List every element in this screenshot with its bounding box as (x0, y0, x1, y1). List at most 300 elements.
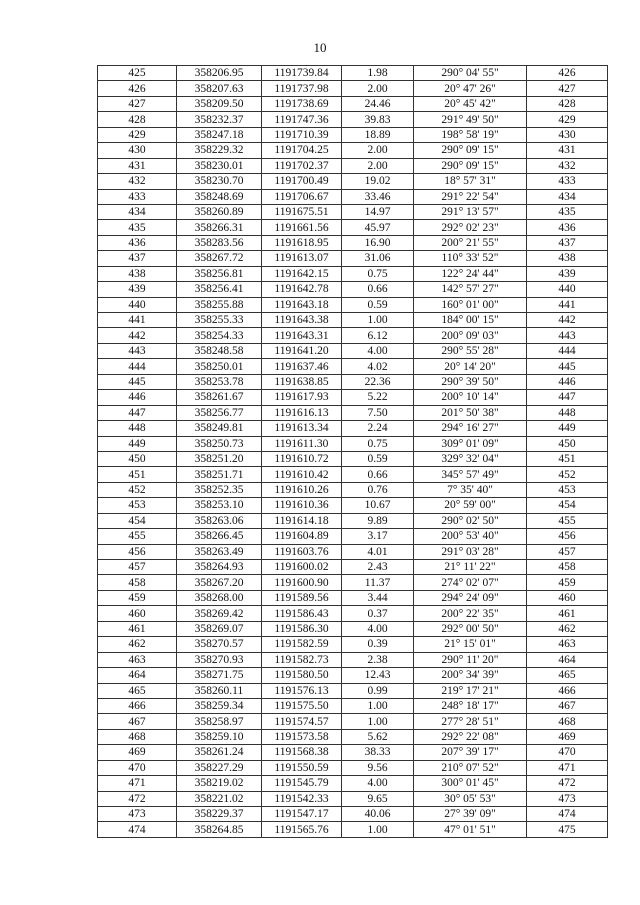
x-coordinate-cell: 358252.35 (177, 482, 262, 497)
x-coordinate-cell: 358267.72 (177, 251, 262, 266)
table-row (98, 822, 608, 837)
next-point-number-cell: 461 (527, 606, 608, 621)
point-number-cell: 454 (98, 513, 177, 528)
next-point-number-cell: 462 (527, 621, 608, 636)
x-coordinate-cell: 358283.56 (177, 235, 262, 250)
table-row (98, 637, 608, 652)
table-row (98, 266, 608, 281)
distance-cell: 2.00 (342, 81, 414, 96)
x-coordinate-cell: 358221.02 (177, 791, 262, 806)
bearing-cell: 300° 01' 45" (414, 776, 527, 791)
x-coordinate-cell: 358229.37 (177, 807, 262, 822)
next-point-number-cell: 469 (527, 729, 608, 744)
x-coordinate-cell: 358255.88 (177, 297, 262, 312)
distance-cell: 0.76 (342, 482, 414, 497)
next-point-number-cell: 453 (527, 482, 608, 497)
table-row (98, 297, 608, 312)
x-coordinate-cell: 358271.75 (177, 668, 262, 683)
x-coordinate-cell: 358263.49 (177, 544, 262, 559)
x-coordinate-cell: 358207.63 (177, 81, 262, 96)
x-coordinate-cell: 358254.33 (177, 328, 262, 343)
next-point-number-cell: 451 (527, 451, 608, 466)
point-number-cell: 432 (98, 174, 177, 189)
distance-cell: 1.98 (342, 66, 414, 81)
bearing-cell: 291° 13' 57" (414, 204, 527, 219)
next-point-number-cell: 456 (527, 529, 608, 544)
table-body (98, 66, 608, 838)
table-row (98, 405, 608, 420)
distance-cell: 2.24 (342, 421, 414, 436)
point-number-cell: 453 (98, 498, 177, 513)
distance-cell: 9.56 (342, 760, 414, 775)
distance-cell: 0.66 (342, 467, 414, 482)
y-coordinate-cell: 1191641.20 (262, 343, 342, 358)
table-row (98, 776, 608, 791)
bearing-cell: 210° 07' 52" (414, 760, 527, 775)
bearing-cell: 20° 14' 20" (414, 359, 527, 374)
bearing-cell: 345° 57' 49" (414, 467, 527, 482)
point-number-cell: 442 (98, 328, 177, 343)
y-coordinate-cell: 1191706.67 (262, 189, 342, 204)
distance-cell: 2.00 (342, 143, 414, 158)
y-coordinate-cell: 1191574.57 (262, 714, 342, 729)
table-row (98, 127, 608, 142)
distance-cell: 3.17 (342, 529, 414, 544)
table-row (98, 652, 608, 667)
bearing-cell: 329° 32' 04" (414, 451, 527, 466)
y-coordinate-cell: 1191638.85 (262, 374, 342, 389)
next-point-number-cell: 468 (527, 714, 608, 729)
y-coordinate-cell: 1191589.56 (262, 590, 342, 605)
distance-cell: 0.75 (342, 436, 414, 451)
next-point-number-cell: 430 (527, 127, 608, 142)
x-coordinate-cell: 358253.78 (177, 374, 262, 389)
distance-cell: 0.66 (342, 282, 414, 297)
x-coordinate-cell: 358219.02 (177, 776, 262, 791)
bearing-cell: 200° 34' 39" (414, 668, 527, 683)
bearing-cell: 291° 49' 50" (414, 112, 527, 127)
bearing-cell: 291° 03' 28" (414, 544, 527, 559)
bearing-cell: 20° 47' 26" (414, 81, 527, 96)
y-coordinate-cell: 1191576.13 (262, 683, 342, 698)
next-point-number-cell: 428 (527, 96, 608, 111)
distance-cell: 10.67 (342, 498, 414, 513)
x-coordinate-cell: 358260.11 (177, 683, 262, 698)
x-coordinate-cell: 358266.31 (177, 220, 262, 235)
x-coordinate-cell: 358230.70 (177, 174, 262, 189)
table-row (98, 174, 608, 189)
x-coordinate-cell: 358268.00 (177, 590, 262, 605)
point-number-cell: 435 (98, 220, 177, 235)
y-coordinate-cell: 1191586.30 (262, 621, 342, 636)
x-coordinate-cell: 358259.34 (177, 698, 262, 713)
table-row (98, 359, 608, 374)
next-point-number-cell: 458 (527, 560, 608, 575)
x-coordinate-cell: 358259.10 (177, 729, 262, 744)
distance-cell: 5.22 (342, 390, 414, 405)
point-number-cell: 448 (98, 421, 177, 436)
x-coordinate-cell: 358267.20 (177, 575, 262, 590)
x-coordinate-cell: 358264.85 (177, 822, 262, 837)
point-number-cell: 451 (98, 467, 177, 482)
table-row (98, 313, 608, 328)
bearing-cell: 21° 15' 01" (414, 637, 527, 652)
next-point-number-cell: 441 (527, 297, 608, 312)
bearing-cell: 290° 09' 15" (414, 143, 527, 158)
next-point-number-cell: 439 (527, 266, 608, 281)
next-point-number-cell: 470 (527, 745, 608, 760)
x-coordinate-cell: 358261.67 (177, 390, 262, 405)
next-point-number-cell: 440 (527, 282, 608, 297)
y-coordinate-cell: 1191573.58 (262, 729, 342, 744)
next-point-number-cell: 435 (527, 204, 608, 219)
bearing-cell: 290° 55' 28" (414, 343, 527, 358)
bearing-cell: 277° 28' 51" (414, 714, 527, 729)
next-point-number-cell: 437 (527, 235, 608, 250)
distance-cell: 3.44 (342, 590, 414, 605)
distance-cell: 18.89 (342, 127, 414, 142)
y-coordinate-cell: 1191704.25 (262, 143, 342, 158)
table-row (98, 451, 608, 466)
point-number-cell: 447 (98, 405, 177, 420)
y-coordinate-cell: 1191603.76 (262, 544, 342, 559)
bearing-cell: 292° 02' 23" (414, 220, 527, 235)
table-row (98, 343, 608, 358)
distance-cell: 5.62 (342, 729, 414, 744)
y-coordinate-cell: 1191613.34 (262, 421, 342, 436)
point-number-cell: 446 (98, 390, 177, 405)
point-number-cell: 431 (98, 158, 177, 173)
distance-cell: 2.00 (342, 158, 414, 173)
distance-cell: 0.75 (342, 266, 414, 281)
x-coordinate-cell: 358230.01 (177, 158, 262, 173)
point-number-cell: 440 (98, 297, 177, 312)
y-coordinate-cell: 1191610.72 (262, 451, 342, 466)
y-coordinate-cell: 1191661.56 (262, 220, 342, 235)
y-coordinate-cell: 1191737.98 (262, 81, 342, 96)
x-coordinate-cell: 358269.07 (177, 621, 262, 636)
next-point-number-cell: 445 (527, 359, 608, 374)
distance-cell: 31.06 (342, 251, 414, 266)
bearing-cell: 207° 39' 17" (414, 745, 527, 760)
x-coordinate-cell: 358250.73 (177, 436, 262, 451)
point-number-cell: 473 (98, 807, 177, 822)
y-coordinate-cell: 1191604.89 (262, 529, 342, 544)
point-number-cell: 429 (98, 127, 177, 142)
next-point-number-cell: 434 (527, 189, 608, 204)
next-point-number-cell: 463 (527, 637, 608, 652)
point-number-cell: 452 (98, 482, 177, 497)
x-coordinate-cell: 358261.24 (177, 745, 262, 760)
next-point-number-cell: 474 (527, 807, 608, 822)
y-coordinate-cell: 1191550.59 (262, 760, 342, 775)
table-row (98, 143, 608, 158)
next-point-number-cell: 446 (527, 374, 608, 389)
point-number-cell: 459 (98, 590, 177, 605)
next-point-number-cell: 443 (527, 328, 608, 343)
point-number-cell: 470 (98, 760, 177, 775)
next-point-number-cell: 426 (527, 66, 608, 81)
y-coordinate-cell: 1191610.36 (262, 498, 342, 513)
y-coordinate-cell: 1191565.76 (262, 822, 342, 837)
point-number-cell: 450 (98, 451, 177, 466)
table-row (98, 560, 608, 575)
point-number-cell: 445 (98, 374, 177, 389)
distance-cell: 4.00 (342, 621, 414, 636)
table-row (98, 590, 608, 605)
next-point-number-cell: 431 (527, 143, 608, 158)
y-coordinate-cell: 1191700.49 (262, 174, 342, 189)
table-row (98, 529, 608, 544)
distance-cell: 0.37 (342, 606, 414, 621)
point-number-cell: 468 (98, 729, 177, 744)
table-row (98, 498, 608, 513)
table-row (98, 544, 608, 559)
table-row (98, 467, 608, 482)
bearing-cell: 184° 00' 15" (414, 313, 527, 328)
x-coordinate-cell: 358256.81 (177, 266, 262, 281)
table-row (98, 606, 608, 621)
point-number-cell: 439 (98, 282, 177, 297)
x-coordinate-cell: 358256.41 (177, 282, 262, 297)
next-point-number-cell: 427 (527, 81, 608, 96)
x-coordinate-cell: 358270.93 (177, 652, 262, 667)
y-coordinate-cell: 1191642.78 (262, 282, 342, 297)
point-number-cell: 458 (98, 575, 177, 590)
next-point-number-cell: 450 (527, 436, 608, 451)
x-coordinate-cell: 358255.33 (177, 313, 262, 328)
next-point-number-cell: 432 (527, 158, 608, 173)
y-coordinate-cell: 1191739.84 (262, 66, 342, 81)
distance-cell: 9.89 (342, 513, 414, 528)
next-point-number-cell: 438 (527, 251, 608, 266)
point-number-cell: 469 (98, 745, 177, 760)
y-coordinate-cell: 1191637.46 (262, 359, 342, 374)
distance-cell: 6.12 (342, 328, 414, 343)
bearing-cell: 290° 02' 50" (414, 513, 527, 528)
point-number-cell: 471 (98, 776, 177, 791)
next-point-number-cell: 460 (527, 590, 608, 605)
bearing-cell: 27° 39' 09" (414, 807, 527, 822)
y-coordinate-cell: 1191613.07 (262, 251, 342, 266)
y-coordinate-cell: 1191580.50 (262, 668, 342, 683)
y-coordinate-cell: 1191547.17 (262, 807, 342, 822)
point-number-cell: 433 (98, 189, 177, 204)
distance-cell: 1.00 (342, 822, 414, 837)
point-number-cell: 465 (98, 683, 177, 698)
distance-cell: 1.00 (342, 698, 414, 713)
point-number-cell: 474 (98, 822, 177, 837)
next-point-number-cell: 459 (527, 575, 608, 590)
bearing-cell: 290° 11' 20" (414, 652, 527, 667)
y-coordinate-cell: 1191702.37 (262, 158, 342, 173)
y-coordinate-cell: 1191643.31 (262, 328, 342, 343)
y-coordinate-cell: 1191643.38 (262, 313, 342, 328)
table-row (98, 668, 608, 683)
point-number-cell: 472 (98, 791, 177, 806)
next-point-number-cell: 475 (527, 822, 608, 837)
y-coordinate-cell: 1191582.59 (262, 637, 342, 652)
table-row (98, 189, 608, 204)
table-row (98, 621, 608, 636)
bearing-cell: 200° 22' 35" (414, 606, 527, 621)
distance-cell: 45.97 (342, 220, 414, 235)
bearing-cell: 200° 09' 03" (414, 328, 527, 343)
point-number-cell: 428 (98, 112, 177, 127)
next-point-number-cell: 444 (527, 343, 608, 358)
table-row (98, 328, 608, 343)
table-row (98, 390, 608, 405)
y-coordinate-cell: 1191643.18 (262, 297, 342, 312)
bearing-cell: 110° 33' 52" (414, 251, 527, 266)
x-coordinate-cell: 358253.10 (177, 498, 262, 513)
distance-cell: 33.46 (342, 189, 414, 204)
distance-cell: 38.33 (342, 745, 414, 760)
table-row (98, 81, 608, 96)
distance-cell: 0.39 (342, 637, 414, 652)
point-number-cell: 437 (98, 251, 177, 266)
y-coordinate-cell: 1191675.51 (262, 204, 342, 219)
table-row (98, 513, 608, 528)
bearing-cell: 291° 22' 54" (414, 189, 527, 204)
point-number-cell: 461 (98, 621, 177, 636)
table-row (98, 112, 608, 127)
table-row (98, 791, 608, 806)
y-coordinate-cell: 1191582.73 (262, 652, 342, 667)
distance-cell: 16.90 (342, 235, 414, 250)
next-point-number-cell: 465 (527, 668, 608, 683)
distance-cell: 19.02 (342, 174, 414, 189)
distance-cell: 12.43 (342, 668, 414, 683)
table-row (98, 204, 608, 219)
point-number-cell: 441 (98, 313, 177, 328)
distance-cell: 4.02 (342, 359, 414, 374)
table-row (98, 745, 608, 760)
bearing-cell: 142° 57' 27" (414, 282, 527, 297)
next-point-number-cell: 442 (527, 313, 608, 328)
x-coordinate-cell: 358248.58 (177, 343, 262, 358)
bearing-cell: 7° 35' 40" (414, 482, 527, 497)
bearing-cell: 20° 59' 00" (414, 498, 527, 513)
distance-cell: 2.43 (342, 560, 414, 575)
y-coordinate-cell: 1191586.43 (262, 606, 342, 621)
y-coordinate-cell: 1191617.93 (262, 390, 342, 405)
y-coordinate-cell: 1191738.69 (262, 96, 342, 111)
bearing-cell: 219° 17' 21" (414, 683, 527, 698)
distance-cell: 39.83 (342, 112, 414, 127)
table-row (98, 683, 608, 698)
bearing-cell: 290° 04' 55" (414, 66, 527, 81)
x-coordinate-cell: 358269.42 (177, 606, 262, 621)
next-point-number-cell: 447 (527, 390, 608, 405)
table-row (98, 66, 608, 81)
bearing-cell: 294° 24' 09" (414, 590, 527, 605)
table-row (98, 760, 608, 775)
page-number: 10 (313, 40, 327, 55)
y-coordinate-cell: 1191610.42 (262, 467, 342, 482)
table-row (98, 282, 608, 297)
next-point-number-cell: 433 (527, 174, 608, 189)
distance-cell: 1.00 (342, 313, 414, 328)
point-number-cell: 427 (98, 96, 177, 111)
table-row (98, 575, 608, 590)
table-row (98, 482, 608, 497)
x-coordinate-cell: 358266.45 (177, 529, 262, 544)
distance-cell: 7.50 (342, 405, 414, 420)
bearing-cell: 21° 11' 22" (414, 560, 527, 575)
table-row (98, 96, 608, 111)
y-coordinate-cell: 1191610.26 (262, 482, 342, 497)
point-number-cell: 425 (98, 66, 177, 81)
y-coordinate-cell: 1191616.13 (262, 405, 342, 420)
distance-cell: 24.46 (342, 96, 414, 111)
x-coordinate-cell: 358209.50 (177, 96, 262, 111)
x-coordinate-cell: 358270.57 (177, 637, 262, 652)
x-coordinate-cell: 358247.18 (177, 127, 262, 142)
y-coordinate-cell: 1191568.38 (262, 745, 342, 760)
next-point-number-cell: 436 (527, 220, 608, 235)
coordinates-table (97, 65, 608, 838)
bearing-cell: 200° 21' 55" (414, 235, 527, 250)
bearing-cell: 248° 18' 17" (414, 698, 527, 713)
point-number-cell: 426 (98, 81, 177, 96)
bearing-cell: 122° 24' 44" (414, 266, 527, 281)
y-coordinate-cell: 1191642.15 (262, 266, 342, 281)
bearing-cell: 200° 10' 14" (414, 390, 527, 405)
point-number-cell: 438 (98, 266, 177, 281)
x-coordinate-cell: 358232.37 (177, 112, 262, 127)
x-coordinate-cell: 358229.32 (177, 143, 262, 158)
distance-cell: 0.99 (342, 683, 414, 698)
y-coordinate-cell: 1191618.95 (262, 235, 342, 250)
next-point-number-cell: 471 (527, 760, 608, 775)
point-number-cell: 430 (98, 143, 177, 158)
bearing-cell: 292° 22' 08" (414, 729, 527, 744)
table-row (98, 698, 608, 713)
distance-cell: 40.06 (342, 807, 414, 822)
x-coordinate-cell: 358250.01 (177, 359, 262, 374)
bearing-cell: 20° 45' 42" (414, 96, 527, 111)
y-coordinate-cell: 1191545.79 (262, 776, 342, 791)
bearing-cell: 47° 01' 51" (414, 822, 527, 837)
distance-cell: 2.38 (342, 652, 414, 667)
x-coordinate-cell: 358256.77 (177, 405, 262, 420)
next-point-number-cell: 466 (527, 683, 608, 698)
y-coordinate-cell: 1191542.33 (262, 791, 342, 806)
distance-cell: 0.59 (342, 451, 414, 466)
point-number-cell: 464 (98, 668, 177, 683)
point-number-cell: 457 (98, 560, 177, 575)
bearing-cell: 18° 57' 31" (414, 174, 527, 189)
point-number-cell: 460 (98, 606, 177, 621)
x-coordinate-cell: 358258.97 (177, 714, 262, 729)
x-coordinate-cell: 358260.89 (177, 204, 262, 219)
table-row (98, 374, 608, 389)
x-coordinate-cell: 358264.93 (177, 560, 262, 575)
y-coordinate-cell: 1191747.36 (262, 112, 342, 127)
x-coordinate-cell: 358251.20 (177, 451, 262, 466)
distance-cell: 11.37 (342, 575, 414, 590)
next-point-number-cell: 455 (527, 513, 608, 528)
bearing-cell: 198° 58' 19" (414, 127, 527, 142)
bearing-cell: 294° 16' 27" (414, 421, 527, 436)
table-row (98, 729, 608, 744)
next-point-number-cell: 452 (527, 467, 608, 482)
point-number-cell: 434 (98, 204, 177, 219)
next-point-number-cell: 472 (527, 776, 608, 791)
x-coordinate-cell: 358263.06 (177, 513, 262, 528)
table-row (98, 220, 608, 235)
